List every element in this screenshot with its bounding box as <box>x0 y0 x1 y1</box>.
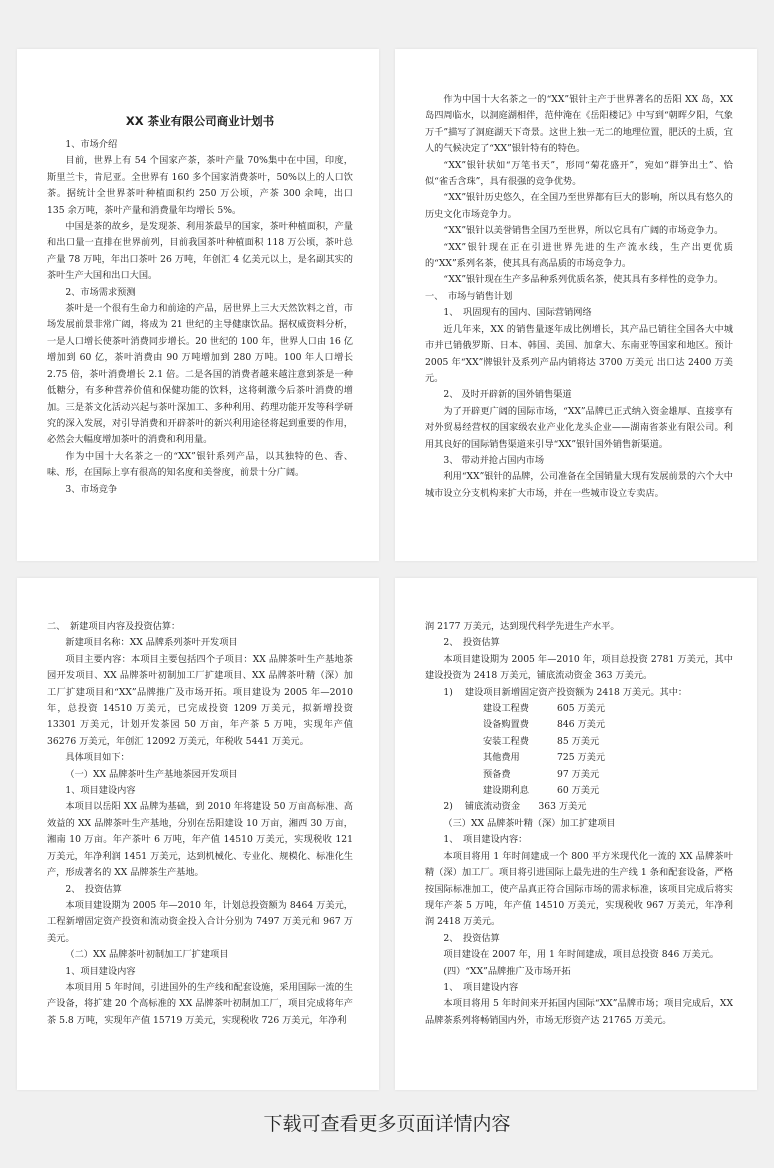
paragraph: （二）XX 品牌茶叶初制加工厂扩建项目 <box>65 949 229 961</box>
paragraph: 1、 项目建设内容： <box>443 834 528 846</box>
cost-row <box>425 783 733 799</box>
cost-row <box>425 734 733 750</box>
paragraph: 茶叶是一个很有生命力和前途的产品，居世界上三大天然饮料之首，市场发展前景非常广阔，将成为 21 世纪的主导健康饮品。据权威资料分析，一是人口增长使茶叶消费同步增长。20 世纪的 100 年，世界人口由 16 亿增加到 60 亿，茶叶消费由 90 万吨增加到 280 万吨。100 年人口增长 2.75 倍，茶叶消费增长 2.1 倍。二是各国的消费者越来越注意到茶是一种低糖分，有多种营养价值和保健功能的饮料，这将刺激今后茶叶消费的增加。三是茶文化活动兴起与茶叶深加工、多种利用、药理功能开发等科学研究的深入发展，对引导消费和开辟茶叶的新兴利用途径将起到重要的作用，必然会大幅度增加茶叶的消费和利用量。 <box>47 303 353 446</box>
cost-row <box>425 767 733 783</box>
cost-item-name: 安装工程费 <box>483 735 529 747</box>
cost-item-value: 97 万美元 <box>557 768 600 780</box>
cost-item-value: 846 万美元 <box>557 719 606 731</box>
cost-item-name: 预备费 <box>483 768 511 780</box>
cost-item-name: 建设期利息 <box>483 785 529 797</box>
paragraph: 为了开辟更广阔的国际市场，“XX”品牌已正式纳入资金雄厚、直接享有对外贸易经营权的国家级农业产业化龙头企业——湖南省茶业有限公司。利用其良好的国际销售渠道来引导“XX”银针国外销售新渠道。 <box>425 405 733 450</box>
paragraph: 2、 投资估算 <box>443 637 500 649</box>
paragraph: 2、 投资估算 <box>443 932 500 944</box>
paragraph: 本项目用 5 年时间，引进国外的生产线和配套设施，采用国际一流的生产设备，将扩建 20 个高标准的 XX 品牌茶叶初制加工厂，项目完成将年产茶 5.8 万吨，实现年产值 15719 万美元，实现税收 726 万美元，年净利 <box>47 981 353 1026</box>
paragraph: 一、 市场与销售计划 <box>425 290 513 302</box>
page-1-body <box>47 137 353 498</box>
cost-item-value: 85 万美元 <box>557 735 600 747</box>
document-page-2 <box>395 49 757 561</box>
paragraph: “XX”银针以美誉销售全国乃至世界，所以它具有广阔的市场竞争力。 <box>443 225 724 237</box>
paragraph: 项目建设在 2007 年，用 1 年时间建成，项目总投资 846 万美元。 <box>443 949 719 961</box>
paragraph: 本项目建设期为 2005 年—2010 年，计划总投资额为 8464 万美元，工程新增固定资产投资和流动资金投入合计分别为 7497 万美元和 967 万美元。 <box>47 899 353 944</box>
paragraph: (四）“XX”品牌推广及市场开拓 <box>443 965 571 977</box>
page-2-body <box>425 92 733 502</box>
paragraph: 具体项目如下： <box>65 752 130 764</box>
paragraph: 利用“XX”银针的品牌，公司准备在全国销量大现有发展前景的六个大中城市设立分支机构来扩大市场，并在一些城市设立专卖店。 <box>425 471 733 499</box>
paragraph: 新建项目名称：XX 品牌系列茶叶开发项目 <box>65 637 238 649</box>
cost-item-name: 其他费用 <box>483 752 520 764</box>
cost-row <box>425 717 733 733</box>
paragraph: 1、市场介绍 <box>65 139 118 150</box>
paragraph: 2、 投资估算 <box>65 883 122 895</box>
page-3-body <box>47 619 353 1029</box>
paragraph: 本项目建设期为 2005 年—2010 年，项目总投资 2781 万美元，其中建设投资为 2418 万美元，铺底流动资金 363 万美元。 <box>425 653 733 682</box>
document-page-4 <box>395 578 757 1090</box>
cost-item-name: 设备购置费 <box>483 719 529 731</box>
paragraph: 项目主要内容：本项目主要包括四个子项目：XX 品牌茶叶生产基地茶园开发项目、XX 品牌茶叶初制加工厂扩建项目、XX 品牌茶叶精（深）加工厂扩建项目和“XX”品牌推广及市场开拓。项目建设为 2005 年—2010 年，总投资 14510 万美元，已完成投资 1209 万美元，拟新增投资 13301 万美元，计划开发茶园 50 万亩，年产茶 5 万吨，实现年产值 36276 万美元，年创汇 12092 万美元，年税收 5441 万美元。 <box>47 653 353 747</box>
paragraph: 2、市场需求预测 <box>65 286 136 298</box>
paragraph: 近几年来，XX 的销售量逐年成比例增长，其产品已销往全国各大中城市并已销俄罗斯、日本、韩国、美国、加拿大、东南亚等国家和地区。预计 2005 年“XX”牌银针及系列产品内销将达 3700 万美元 出口达 2400 万美元。 <box>425 323 733 384</box>
download-more-footer[interactable]: 下载可查看更多页面详情内容 <box>263 1113 511 1135</box>
paragraph: 作为中国十大名茶之一的“XX”银针系列产品，以其独特的色、香、味、形，在国际上享有很高的知名度和美誉度，前景十分广阔。 <box>47 450 353 479</box>
paragraph: “XX”银针现在正在引进世界先进的生产流水线，生产出更优质的“XX”系列名茶，使其具有高品质的市场竞争力。 <box>425 241 733 270</box>
cost-item-value: 60 万美元 <box>557 785 600 797</box>
paragraph: 3、 带动并抢占国内市场 <box>443 454 545 466</box>
cost-breakdown-table <box>425 701 733 799</box>
paragraph: “XX”银针历史悠久，在全国乃至世界都有巨大的影响，所以具有悠久的历史文化市场竞争力。 <box>425 192 733 220</box>
cost-item-value: 725 万美元 <box>557 752 606 764</box>
paragraph: 1、 巩固现有的国内、国际营销网络 <box>443 307 592 319</box>
document-page-1 <box>17 49 379 561</box>
cost-row <box>425 750 733 766</box>
document-page-3 <box>17 578 379 1090</box>
paragraph: 1、 项目建设内容 <box>443 981 519 993</box>
paragraph: “XX”银针现在生产多品种系列优质名茶，使其具有多样性的竞争力。 <box>443 274 724 286</box>
cost-item-value: 605 万美元 <box>557 703 606 715</box>
paragraph: 作为中国十大名茶之一的“XX”银针主产于世界著名的岳阳 XX 岛，XX 岛四周临水，以洞庭湖相伴，范仲淹在《岳阳楼记》中写到“朝晖夕阳，气象万千”描写了洞庭湖天下奇景。这世上独一无二的地理位置，肥沃的土质，宜人的气候决定了“XX”银针特有的特色。 <box>425 94 733 155</box>
paragraph: 本项目以岳阳 XX 品牌为基础，到 2010 年将建设 50 万亩高标准、高效益的 XX 品牌茶叶生产基地，分别在岳阳建设 10 万亩，湘西 30 万亩，湘南 10 万亩。年产茶叶 6 万吨，年产值 14510 万美元，实现税收 121 万美元，年净利润 1451 万美元，达到机械化、专业化、规模化、标准化生产，形成著名的 XX 品牌茶生产基地。 <box>47 801 353 879</box>
paragraph: “XX”银针状如“万笔书天”，形同“菊花盛开”，宛如“群笋出土”、恰似“雀舌含珠”，具有很强的竞争优势。 <box>425 159 733 188</box>
paragraph: 二、 新建项目内容及投资估算： <box>47 621 181 632</box>
page-4-body-bottom <box>425 799 733 1029</box>
paragraph: 中国是茶的故乡，是发现茶、利用茶最早的国家，茶叶种植面积，产量和出口量一直排在世界前列，目前我国茶叶种植面积 118 万公顷，茶叶总产量 78 万吨，年出口茶叶 26 万吨，年创汇 4 亿美元以上，是名副其实的茶叶生产大国和出口大国。 <box>47 221 353 282</box>
cost-row <box>425 701 733 717</box>
paragraph: （三）XX 品牌茶叶精（深）加工扩建项目 <box>443 817 616 829</box>
paragraph: 本项目将用 1 年时间建成一个 800 平方米现代化一流的 XX 品牌茶叶精（深）加工厂。项目将引进国际上最先进的生产线 1 条和配套设备，严格按国际标准加工，使产品真正符合国际市场的需求标准，该项目完成后将实现年产茶 5 万吨，年产值 14510 万美元，实现税收 967 万美元，年净利润 2418 万美元。 <box>425 850 733 928</box>
page-4-body-top <box>425 619 733 701</box>
paragraph: 3、市场竞争 <box>65 483 118 495</box>
paragraph: 本项目将用 5 年时间来开拓国内国际“XX”品牌市场；项目完成后，XX 品牌茶系列将畅销国内外，市场无形资产达 21765 万美元。 <box>425 998 733 1026</box>
paragraph: 1) 建设项目新增固定资产投资额为 2418 万美元。其中： <box>443 686 688 698</box>
paragraph: 1、项目建设内容 <box>65 965 136 977</box>
document-title: XX 茶业有限公司商业计划书 <box>125 114 275 128</box>
paragraph: 2、 及时开辟新的国外销售渠道 <box>443 389 572 401</box>
paragraph: 目前，世界上有 54 个国家产茶，茶叶产量 70%集中在中国，印度，斯里兰卡，肯尼亚。全世界有 160 多个国家消费茶叶，50%以上的人口饮茶。据统计全世界茶叶种植面积约 250 万公顷，产茶 300 余吨，出口 135 余万吨，茶叶产量和消费量年均增长 5%。 <box>47 155 353 216</box>
paragraph: 润 2177 万美元，达到现代科学先进生产水平。 <box>425 621 620 632</box>
paragraph: 1、项目建设内容 <box>65 785 136 797</box>
paragraph: 2) 铺底流动资金 363 万美元 <box>443 801 587 813</box>
cost-item-name: 建设工程费 <box>483 703 529 715</box>
paragraph: （一）XX 品牌茶叶生产基地茶园开发项目 <box>65 768 238 780</box>
